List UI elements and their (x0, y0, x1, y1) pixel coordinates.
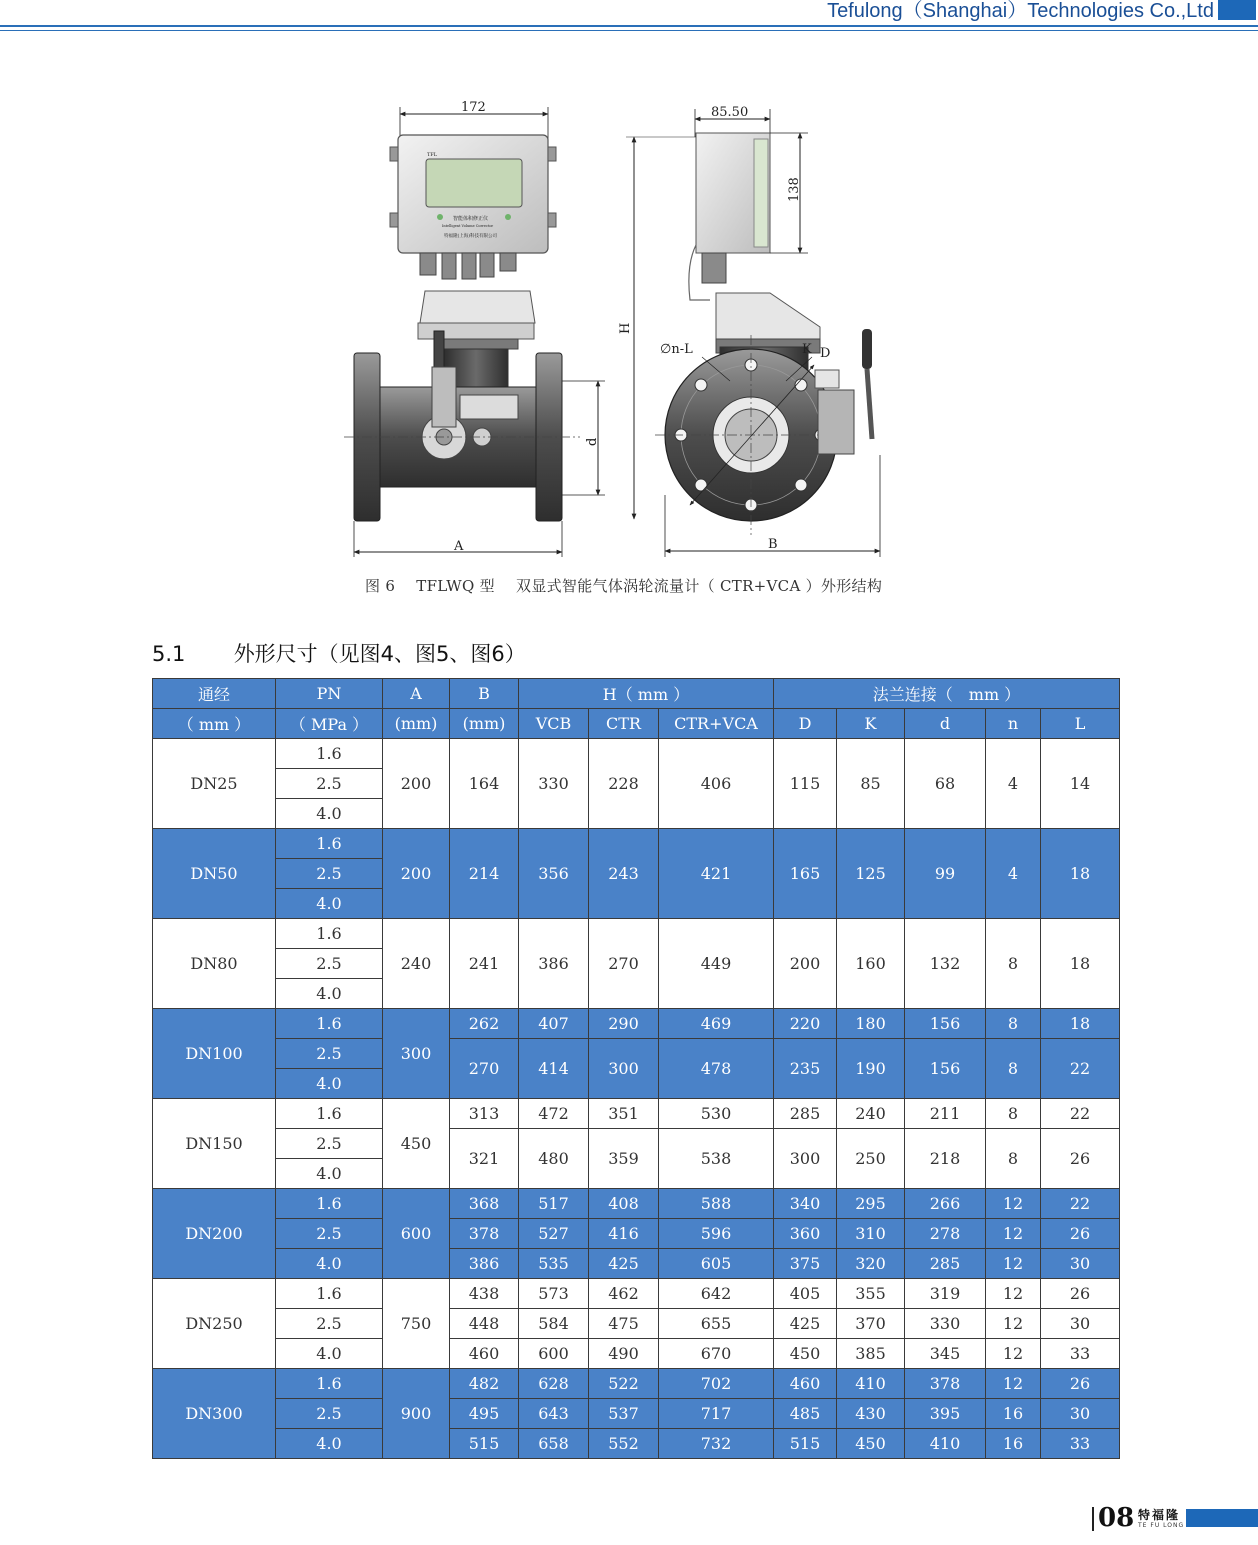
cell-pn: 4.0 (276, 799, 383, 829)
cell-K: 190 (837, 1039, 905, 1099)
cell-pn: 1.6 (276, 1279, 383, 1309)
dim-K: K (802, 342, 812, 357)
cell-K: 250 (837, 1129, 905, 1189)
cell-vcb: 535 (519, 1249, 589, 1279)
cell-pn: 2.5 (276, 769, 383, 799)
cell-vcb: 517 (519, 1189, 589, 1219)
cell-d: 99 (905, 829, 986, 919)
cell-ctrvca: 732 (659, 1429, 774, 1459)
col-header-flange: 法兰连接（ mm ） (774, 679, 1120, 709)
cell-vcb: 330 (519, 739, 589, 829)
section-heading (152, 638, 526, 668)
col-header-D: D (774, 709, 837, 739)
cell-pn: 2.5 (276, 1219, 383, 1249)
cell-L: 18 (1041, 829, 1120, 919)
dim-138: 138 (787, 177, 802, 202)
cell-K: 410 (837, 1369, 905, 1399)
cell-pn: 1.6 (276, 1099, 383, 1129)
cell-n: 8 (986, 919, 1041, 1009)
dim-H: H (618, 322, 633, 334)
cell-K: 295 (837, 1189, 905, 1219)
cell-dn: DN25 (153, 739, 276, 829)
cell-a: 200 (383, 829, 450, 919)
cell-d: 319 (905, 1279, 986, 1309)
cell-L: 26 (1041, 1279, 1120, 1309)
cell-n: 12 (986, 1249, 1041, 1279)
col-header-n: n (986, 709, 1041, 739)
cell-dn: DN300 (153, 1369, 276, 1459)
cell-b: 482 (450, 1369, 519, 1399)
cell-ctr: 552 (589, 1429, 659, 1459)
cell-pn: 2.5 (276, 1129, 383, 1159)
col-header-b: B (450, 679, 519, 709)
cell-vcb: 628 (519, 1369, 589, 1399)
cell-D: 300 (774, 1129, 837, 1189)
cell-b: 368 (450, 1189, 519, 1219)
cell-ctr: 425 (589, 1249, 659, 1279)
cell-ctr: 408 (589, 1189, 659, 1219)
cell-vcb: 600 (519, 1339, 589, 1369)
cell-K: 160 (837, 919, 905, 1009)
table-row (153, 1279, 1120, 1309)
unit-a: (mm) (383, 709, 450, 739)
cell-ctrvca: 655 (659, 1309, 774, 1339)
unit-pn: （ MPa ） (276, 709, 383, 739)
cell-vcb: 407 (519, 1009, 589, 1039)
cell-ctr: 490 (589, 1339, 659, 1369)
unit-b: (mm) (450, 709, 519, 739)
cell-ctr: 537 (589, 1399, 659, 1429)
cell-n: 8 (986, 1099, 1041, 1129)
cell-ctrvca: 421 (659, 829, 774, 919)
cell-L: 30 (1041, 1249, 1120, 1279)
cell-b: 460 (450, 1339, 519, 1369)
table-row (153, 1369, 1120, 1399)
cell-n: 4 (986, 739, 1041, 829)
front-view (344, 100, 605, 557)
table-row (153, 829, 1120, 859)
table-row (153, 1219, 1120, 1249)
device-label: 智能体积修正仪 (453, 216, 489, 222)
cell-n: 12 (986, 1369, 1041, 1399)
table-row (153, 1249, 1120, 1279)
col-header-a: A (383, 679, 450, 709)
header-rule-thin (0, 30, 1258, 31)
cell-d: 378 (905, 1369, 986, 1399)
cell-K: 180 (837, 1009, 905, 1039)
cell-L: 18 (1041, 1009, 1120, 1039)
cell-vcb: 472 (519, 1099, 589, 1129)
table-row (153, 1429, 1120, 1459)
cell-pn: 4.0 (276, 889, 383, 919)
dim-172: 172 (461, 100, 486, 115)
dim-A: A (454, 539, 464, 554)
cell-K: 240 (837, 1099, 905, 1129)
cell-K: 450 (837, 1429, 905, 1459)
cell-ctrvca: 717 (659, 1399, 774, 1429)
table-row (153, 1129, 1120, 1159)
cell-D: 165 (774, 829, 837, 919)
cell-dn: DN100 (153, 1009, 276, 1099)
cell-a: 750 (383, 1279, 450, 1369)
cell-b: 515 (450, 1429, 519, 1459)
cell-dn: DN80 (153, 919, 276, 1009)
dim-nL: ∅n-L (660, 342, 693, 357)
cell-dn: DN200 (153, 1189, 276, 1279)
device-maker: 特福隆(上海)科技有限公司 (444, 234, 498, 239)
footer-brand: 特福隆 (1138, 1508, 1181, 1522)
cell-D: 375 (774, 1249, 837, 1279)
cell-d: 68 (905, 739, 986, 829)
cell-L: 30 (1041, 1399, 1120, 1429)
cell-b: 262 (450, 1009, 519, 1039)
cell-pn: 1.6 (276, 919, 383, 949)
meter-outline-drawing (330, 95, 900, 565)
col-header-ctr: CTR (589, 709, 659, 739)
cell-D: 285 (774, 1099, 837, 1129)
cell-d: 345 (905, 1339, 986, 1369)
cell-ctrvca: 469 (659, 1009, 774, 1039)
cell-n: 16 (986, 1399, 1041, 1429)
cell-D: 450 (774, 1339, 837, 1369)
dim-d: d (585, 437, 600, 446)
cell-L: 33 (1041, 1429, 1120, 1459)
footer-divider (1092, 1507, 1094, 1531)
cell-ctr: 475 (589, 1309, 659, 1339)
cell-D: 460 (774, 1369, 837, 1399)
cell-ctrvca: 642 (659, 1279, 774, 1309)
cell-b: 378 (450, 1219, 519, 1249)
cell-vcb: 356 (519, 829, 589, 919)
cell-n: 12 (986, 1339, 1041, 1369)
cell-n: 12 (986, 1309, 1041, 1339)
cell-pn: 4.0 (276, 1069, 383, 1099)
device-brand: TFL (427, 152, 438, 158)
cell-d: 285 (905, 1249, 986, 1279)
col-header-ctrvca: CTR+VCA (659, 709, 774, 739)
cell-d: 218 (905, 1129, 986, 1189)
caption-figure-number: 图 6 (365, 577, 396, 595)
cell-ctrvca: 702 (659, 1369, 774, 1399)
col-header-K: K (837, 709, 905, 739)
cell-D: 115 (774, 739, 837, 829)
cell-n: 16 (986, 1429, 1041, 1459)
cell-D: 220 (774, 1009, 837, 1039)
table-row (153, 1399, 1120, 1429)
caption-model: TFLWQ 型 (416, 577, 495, 595)
dim-D: D (820, 346, 831, 361)
cell-b: 448 (450, 1309, 519, 1339)
cell-pn: 2.5 (276, 859, 383, 889)
cell-vcb: 573 (519, 1279, 589, 1309)
section-number: 5.1 (152, 642, 186, 666)
unit-dn: （ mm ） (153, 709, 276, 739)
cell-ctr: 270 (589, 919, 659, 1009)
col-header-L: L (1041, 709, 1120, 739)
dim-B: B (768, 537, 778, 552)
cell-ctr: 462 (589, 1279, 659, 1309)
cell-K: 385 (837, 1339, 905, 1369)
cell-ctr: 243 (589, 829, 659, 919)
cell-L: 22 (1041, 1039, 1120, 1099)
cell-ctrvca: 605 (659, 1249, 774, 1279)
col-header-vcb: VCB (519, 709, 589, 739)
cell-a: 450 (383, 1099, 450, 1189)
cell-b: 241 (450, 919, 519, 1009)
table-row (153, 1039, 1120, 1069)
cell-ctrvca: 449 (659, 919, 774, 1009)
cell-K: 320 (837, 1249, 905, 1279)
cell-vcb: 658 (519, 1429, 589, 1459)
side-view (618, 105, 880, 557)
cell-ctrvca: 670 (659, 1339, 774, 1369)
cell-vcb: 527 (519, 1219, 589, 1249)
cell-vcb: 414 (519, 1039, 589, 1099)
table-body (153, 739, 1120, 1459)
cell-L: 18 (1041, 919, 1120, 1009)
cell-L: 26 (1041, 1129, 1120, 1189)
cell-n: 8 (986, 1039, 1041, 1099)
header-accent-block (1218, 0, 1256, 20)
cell-pn: 1.6 (276, 1009, 383, 1039)
cell-L: 14 (1041, 739, 1120, 829)
cell-b: 438 (450, 1279, 519, 1309)
cell-pn: 1.6 (276, 1189, 383, 1219)
cell-pn: 4.0 (276, 1429, 383, 1459)
cell-b: 386 (450, 1249, 519, 1279)
page-number: 08 (1098, 1503, 1135, 1533)
cell-b: 270 (450, 1039, 519, 1099)
cell-ctr: 300 (589, 1039, 659, 1099)
cell-K: 370 (837, 1309, 905, 1339)
col-header-dn: 通经 (153, 679, 276, 709)
cell-vcb: 480 (519, 1129, 589, 1189)
figure-caption (365, 575, 898, 596)
cell-d: 410 (905, 1429, 986, 1459)
cell-pn: 2.5 (276, 1309, 383, 1339)
cell-ctr: 228 (589, 739, 659, 829)
cell-K: 355 (837, 1279, 905, 1309)
cell-D: 515 (774, 1429, 837, 1459)
cell-n: 12 (986, 1279, 1041, 1309)
cell-n: 12 (986, 1219, 1041, 1249)
cell-pn: 2.5 (276, 1399, 383, 1429)
cell-pn: 4.0 (276, 1339, 383, 1369)
header-company: Tefulong（Shanghai）Technologies Co.,Ltd (827, 0, 1214, 22)
col-header-h: H（ mm ） (519, 679, 774, 709)
cell-n: 8 (986, 1129, 1041, 1189)
col-header-d: d (905, 709, 986, 739)
cell-d: 156 (905, 1039, 986, 1099)
cell-pn: 4.0 (276, 1249, 383, 1279)
cell-L: 22 (1041, 1189, 1120, 1219)
cell-b: 321 (450, 1129, 519, 1189)
footer-accent-block (1186, 1509, 1258, 1527)
cell-n: 8 (986, 1009, 1041, 1039)
cell-a: 240 (383, 919, 450, 1009)
cell-dn: DN250 (153, 1279, 276, 1369)
cell-K: 125 (837, 829, 905, 919)
cell-ctrvca: 588 (659, 1189, 774, 1219)
cell-vcb: 584 (519, 1309, 589, 1339)
cell-n: 4 (986, 829, 1041, 919)
cell-D: 360 (774, 1219, 837, 1249)
cell-D: 405 (774, 1279, 837, 1309)
cell-dn: DN150 (153, 1099, 276, 1189)
cell-ctrvca: 530 (659, 1099, 774, 1129)
footer-brand-en: TE FU LONG (1138, 1522, 1185, 1529)
cell-pn: 1.6 (276, 739, 383, 769)
cell-pn: 4.0 (276, 979, 383, 1009)
cell-pn: 1.6 (276, 1369, 383, 1399)
caption-description: 双显式智能气体涡轮流量计（ CTR+VCA ）外形结构 (516, 577, 883, 595)
cell-D: 425 (774, 1309, 837, 1339)
cell-ctr: 290 (589, 1009, 659, 1039)
table-row (153, 739, 1120, 769)
cell-D: 485 (774, 1399, 837, 1429)
cell-d: 395 (905, 1399, 986, 1429)
cell-ctr: 359 (589, 1129, 659, 1189)
cell-L: 30 (1041, 1309, 1120, 1339)
table-row (153, 919, 1120, 949)
cell-ctr: 416 (589, 1219, 659, 1249)
table-row (153, 1099, 1120, 1129)
col-header-pn: PN (276, 679, 383, 709)
cell-D: 200 (774, 919, 837, 1009)
cell-ctrvca: 406 (659, 739, 774, 829)
cell-d: 211 (905, 1099, 986, 1129)
cell-L: 26 (1041, 1219, 1120, 1249)
section-title: 外形尺寸（见图4、图5、图6） (233, 642, 526, 666)
device-label-en: Intelligent Volume Corrector (442, 224, 494, 228)
cell-d: 278 (905, 1219, 986, 1249)
cell-ctrvca: 538 (659, 1129, 774, 1189)
cell-ctrvca: 596 (659, 1219, 774, 1249)
cell-b: 313 (450, 1099, 519, 1129)
cell-b: 164 (450, 739, 519, 829)
cell-vcb: 643 (519, 1399, 589, 1429)
table-row (153, 1009, 1120, 1039)
cell-d: 156 (905, 1009, 986, 1039)
cell-D: 235 (774, 1039, 837, 1099)
cell-K: 310 (837, 1219, 905, 1249)
cell-a: 900 (383, 1369, 450, 1459)
cell-L: 26 (1041, 1369, 1120, 1399)
dimension-table (152, 678, 1120, 1459)
cell-ctrvca: 478 (659, 1039, 774, 1099)
cell-K: 85 (837, 739, 905, 829)
cell-ctr: 522 (589, 1369, 659, 1399)
table-row (153, 1309, 1120, 1339)
table-row (153, 1189, 1120, 1219)
cell-pn: 2.5 (276, 949, 383, 979)
cell-L: 22 (1041, 1099, 1120, 1129)
cell-b: 495 (450, 1399, 519, 1429)
cell-dn: DN50 (153, 829, 276, 919)
header-rule (0, 25, 1258, 27)
cell-L: 33 (1041, 1339, 1120, 1369)
cell-a: 600 (383, 1189, 450, 1279)
cell-d: 266 (905, 1189, 986, 1219)
cell-n: 12 (986, 1189, 1041, 1219)
cell-pn: 4.0 (276, 1159, 383, 1189)
dim-85-50: 85.50 (711, 105, 749, 120)
cell-K: 430 (837, 1399, 905, 1429)
cell-vcb: 386 (519, 919, 589, 1009)
cell-d: 330 (905, 1309, 986, 1339)
cell-pn: 1.6 (276, 829, 383, 859)
cell-d: 132 (905, 919, 986, 1009)
cell-b: 214 (450, 829, 519, 919)
table-row (153, 1339, 1120, 1369)
cell-pn: 2.5 (276, 1039, 383, 1069)
cell-ctr: 351 (589, 1099, 659, 1129)
cell-a: 300 (383, 1009, 450, 1099)
cell-a: 200 (383, 739, 450, 829)
cell-D: 340 (774, 1189, 837, 1219)
